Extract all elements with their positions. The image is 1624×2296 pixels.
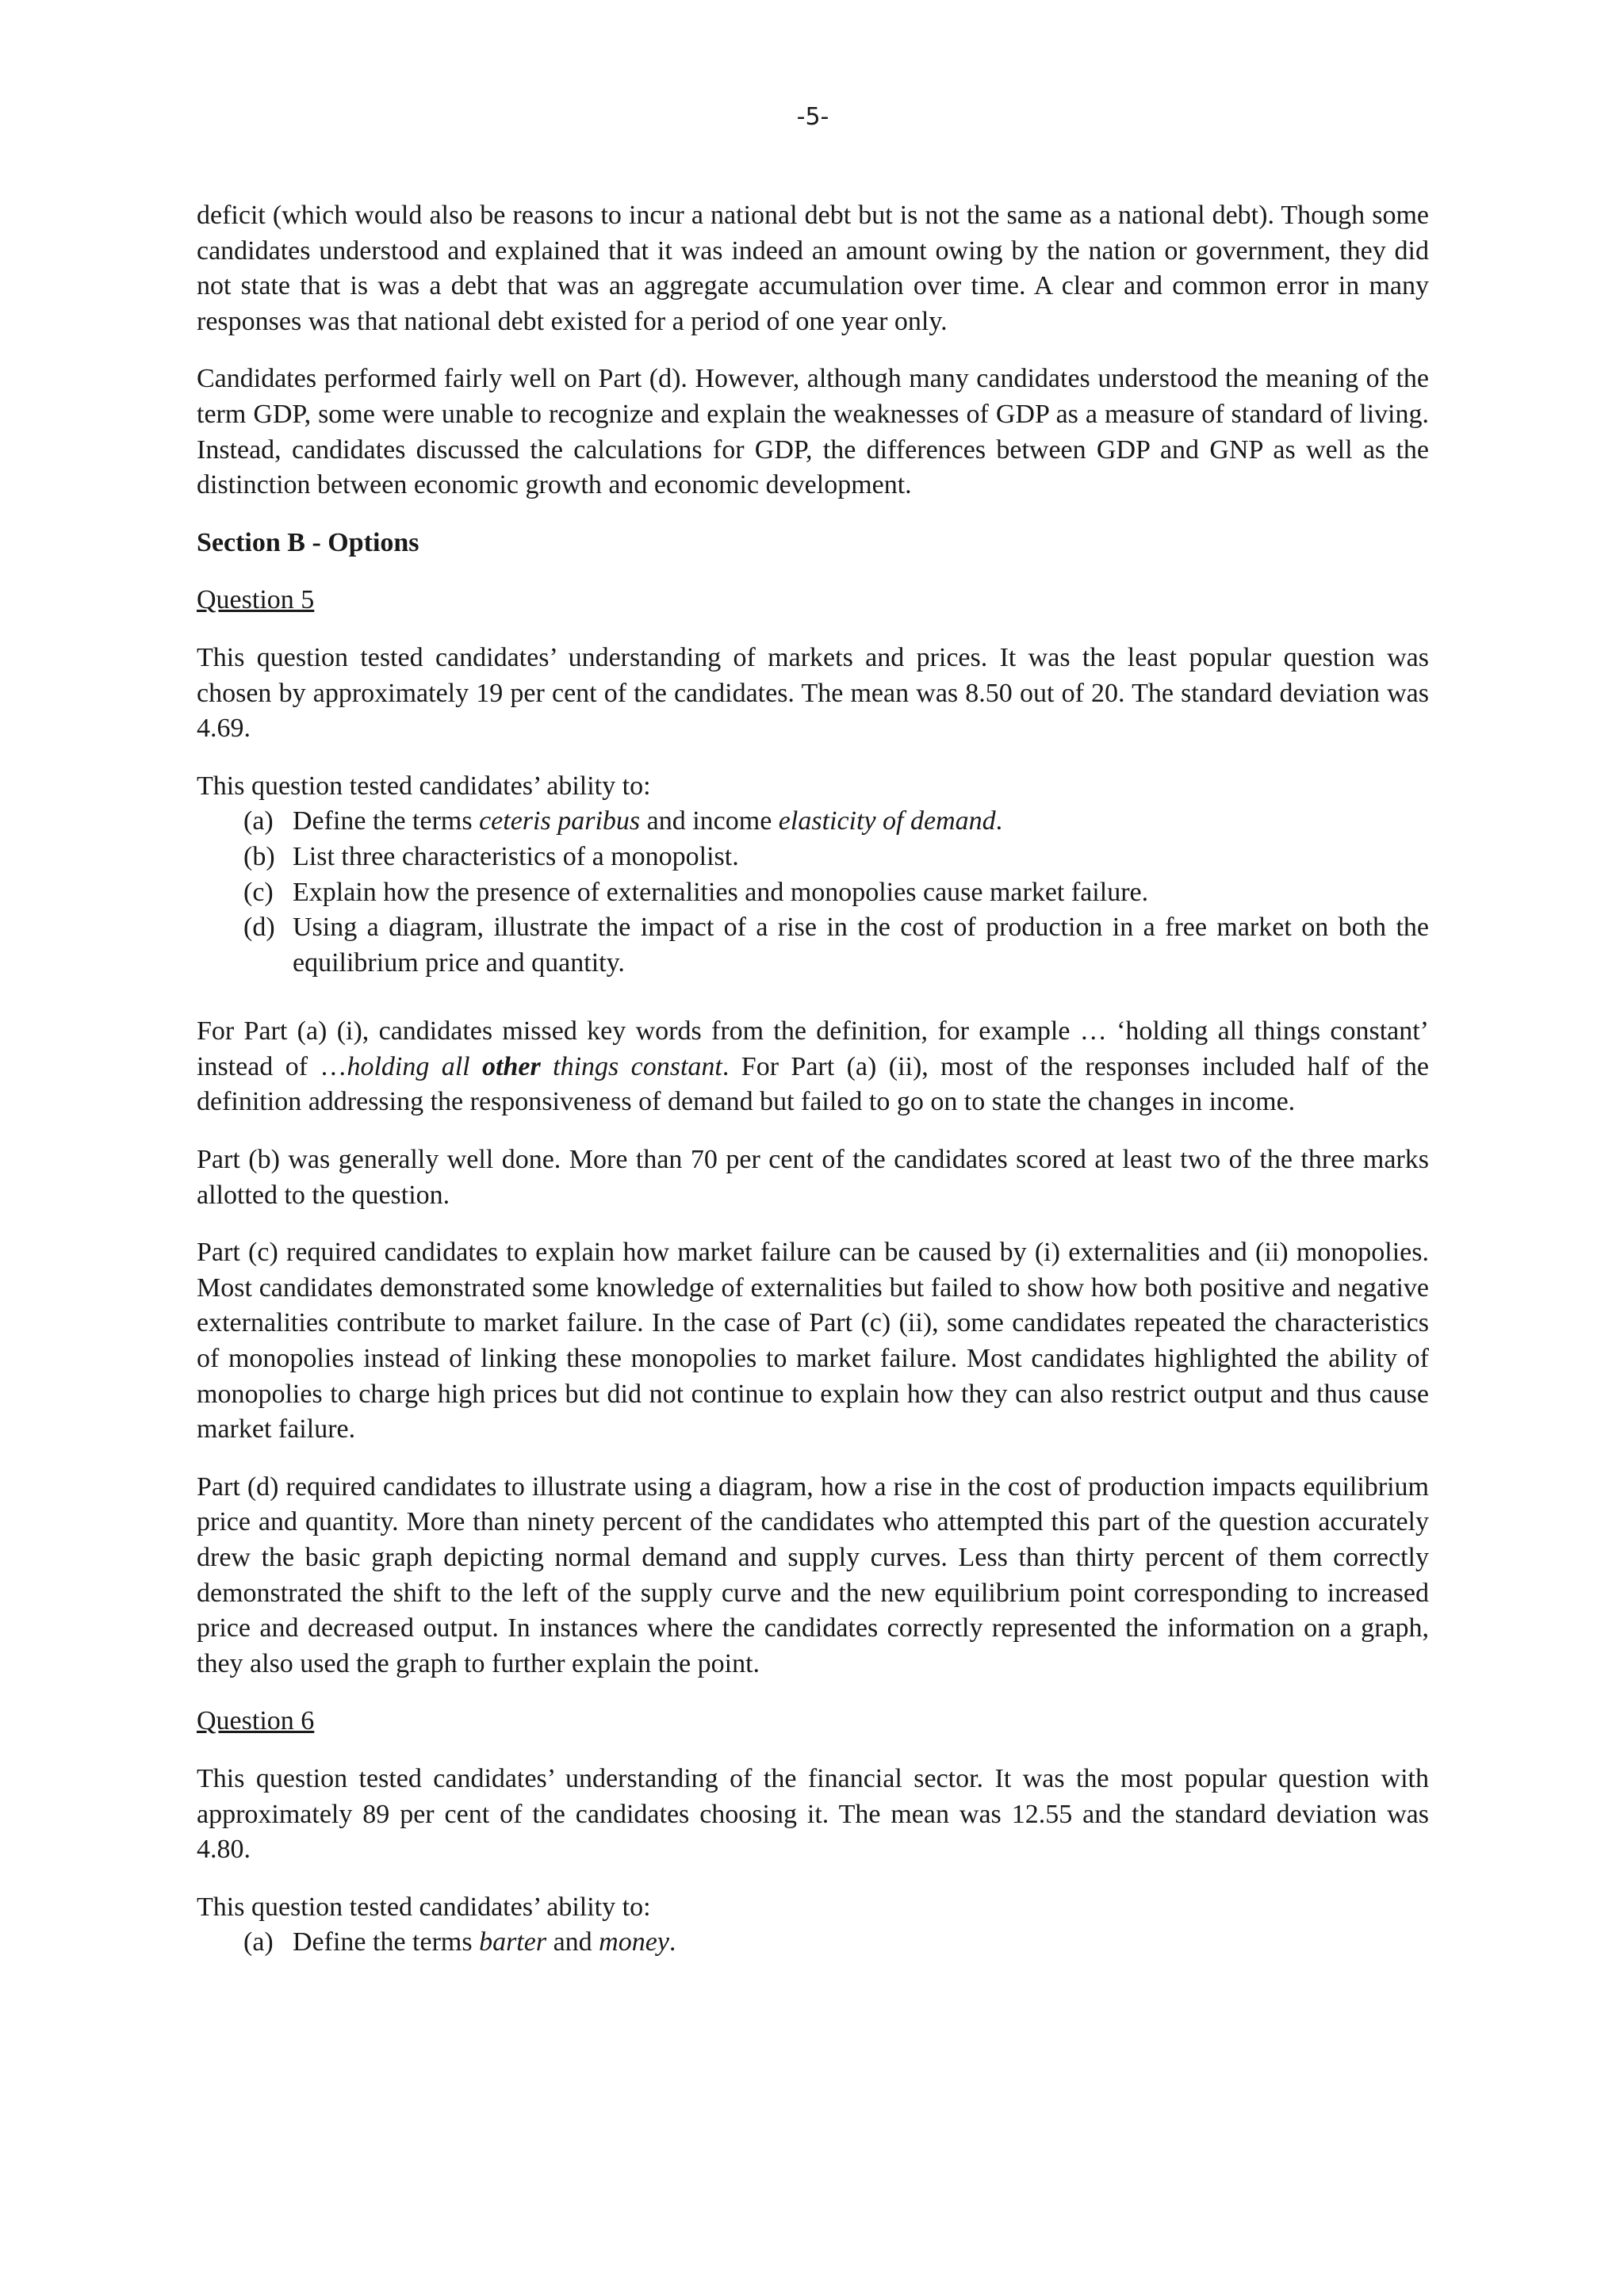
list-marker: (d) [243, 913, 275, 943]
list-item-text: Define the terms ceteris paribus and income elasticity of demand. [293, 806, 1003, 836]
question-5-heading: Question 5 [197, 585, 315, 615]
list-item [243, 910, 1429, 981]
question-6-ability-intro: This question tested candidates’ ability to: [197, 1892, 651, 1922]
paragraph-deficit-continuation: deficit (which would also be reasons to incur a national debt but is not the same as a national debt). Though some candidates understood and explained that it was indeed an amount owing by the nation or government, they did not state that is was a debt that was an aggregate accumulation over time. A clear and common error in many responses was that national debt existed for a period of one year only. [197, 201, 1429, 336]
list-item [243, 1925, 1429, 1961]
list-marker: (a) [243, 1927, 274, 1957]
list-marker: (c) [243, 877, 274, 907]
section-heading: Section B - Options [197, 527, 419, 557]
page-number: -5- [796, 103, 829, 131]
paragraph-part-d-gdp: Candidates performed fairly well on Part (d). However, although many candidates understood the meaning of the term GDP, some were unable to recognize and explain the weaknesses of GDP as a measure of standard of living. Instead, candidates discussed the calculations for GDP, the differences between GDP and GNP as well as the distinction between economic growth and economic development. [197, 364, 1429, 500]
page-content [197, 198, 1429, 1994]
question-5-part-d-paragraph: Part (d) required candidates to illustrate using a diagram, how a rise in the cost of production impacts equilibrium price and quantity. More than ninety percent of the candidates who attempted this part of the question accurately drew the basic graph depicting normal demand and supply curves. Less than thirty percent of them correctly demonstrated the shift to the left of the supply curve and the new equilibrium point corresponding to increased price and decreased output. In instances where the candidates correctly represented the information on a graph, they also used the graph to further explain the point. [197, 1471, 1429, 1678]
list-item-text: Define the terms barter and money. [293, 1927, 676, 1957]
list-item [243, 840, 1429, 875]
question-5-ability-intro: This question tested candidates’ ability to: [197, 771, 651, 801]
list-item-text: List three characteristics of a monopolist. [293, 841, 739, 871]
list-item [243, 804, 1429, 840]
list-item-text: Explain how the presence of externalities and monopolies cause market failure. [293, 877, 1149, 907]
question-5-part-c-paragraph: Part (c) required candidates to explain how market failure can be caused by (i) externalities and (ii) monopolies. Most candidates demonstrated some knowledge of externalities but failed to show how both positive and negative externalities contribute to market failure. In the case of Part (c) (ii), some candidates repeated the characteristics of monopolies instead of linking these monopolies to market failure. Most candidates highlighted the ability of monopolies to charge high prices but did not continue to explain how they can also restrict output and thus cause market failure. [197, 1238, 1429, 1445]
list-item [243, 875, 1429, 911]
question-5-part-b-paragraph: Part (b) was generally well done. More than 70 per cent of the candidates scored at least two of the three marks allotted to the question. [197, 1145, 1429, 1210]
question-5-summary: This question tested candidates’ understanding of markets and prices. It was the least popular question was chosen by approximately 19 per cent of the candidates. The mean was 8.50 out of 20. The standard deviation was 4.69. [197, 642, 1429, 744]
question-6-heading: Question 6 [197, 1706, 315, 1736]
list-marker: (b) [243, 841, 275, 871]
question-5-part-a-paragraph: For Part (a) (i), candidates missed key words from the definition, for example … ‘holding all things constant’ instead of …holding all other things constant. For Part (a) (ii), most of the responses included half of the definition addressing the responsiveness of demand but failed to go on to state the changes in income. [197, 1016, 1429, 1117]
list-marker: (a) [243, 806, 274, 836]
question-6-abilities-list [197, 1925, 1429, 1961]
list-item-text: Using a diagram, illustrate the impact of a rise in the cost of production in a free market on both the equilibrium price and quantity. [293, 913, 1429, 978]
question-6-summary: This question tested candidates’ understanding of the financial sector. It was the most popular question with approximately 89 per cent of the candidates choosing it. The mean was 12.55 and the standard deviation was 4.80. [197, 1763, 1429, 1865]
question-5-abilities-list [197, 804, 1429, 981]
